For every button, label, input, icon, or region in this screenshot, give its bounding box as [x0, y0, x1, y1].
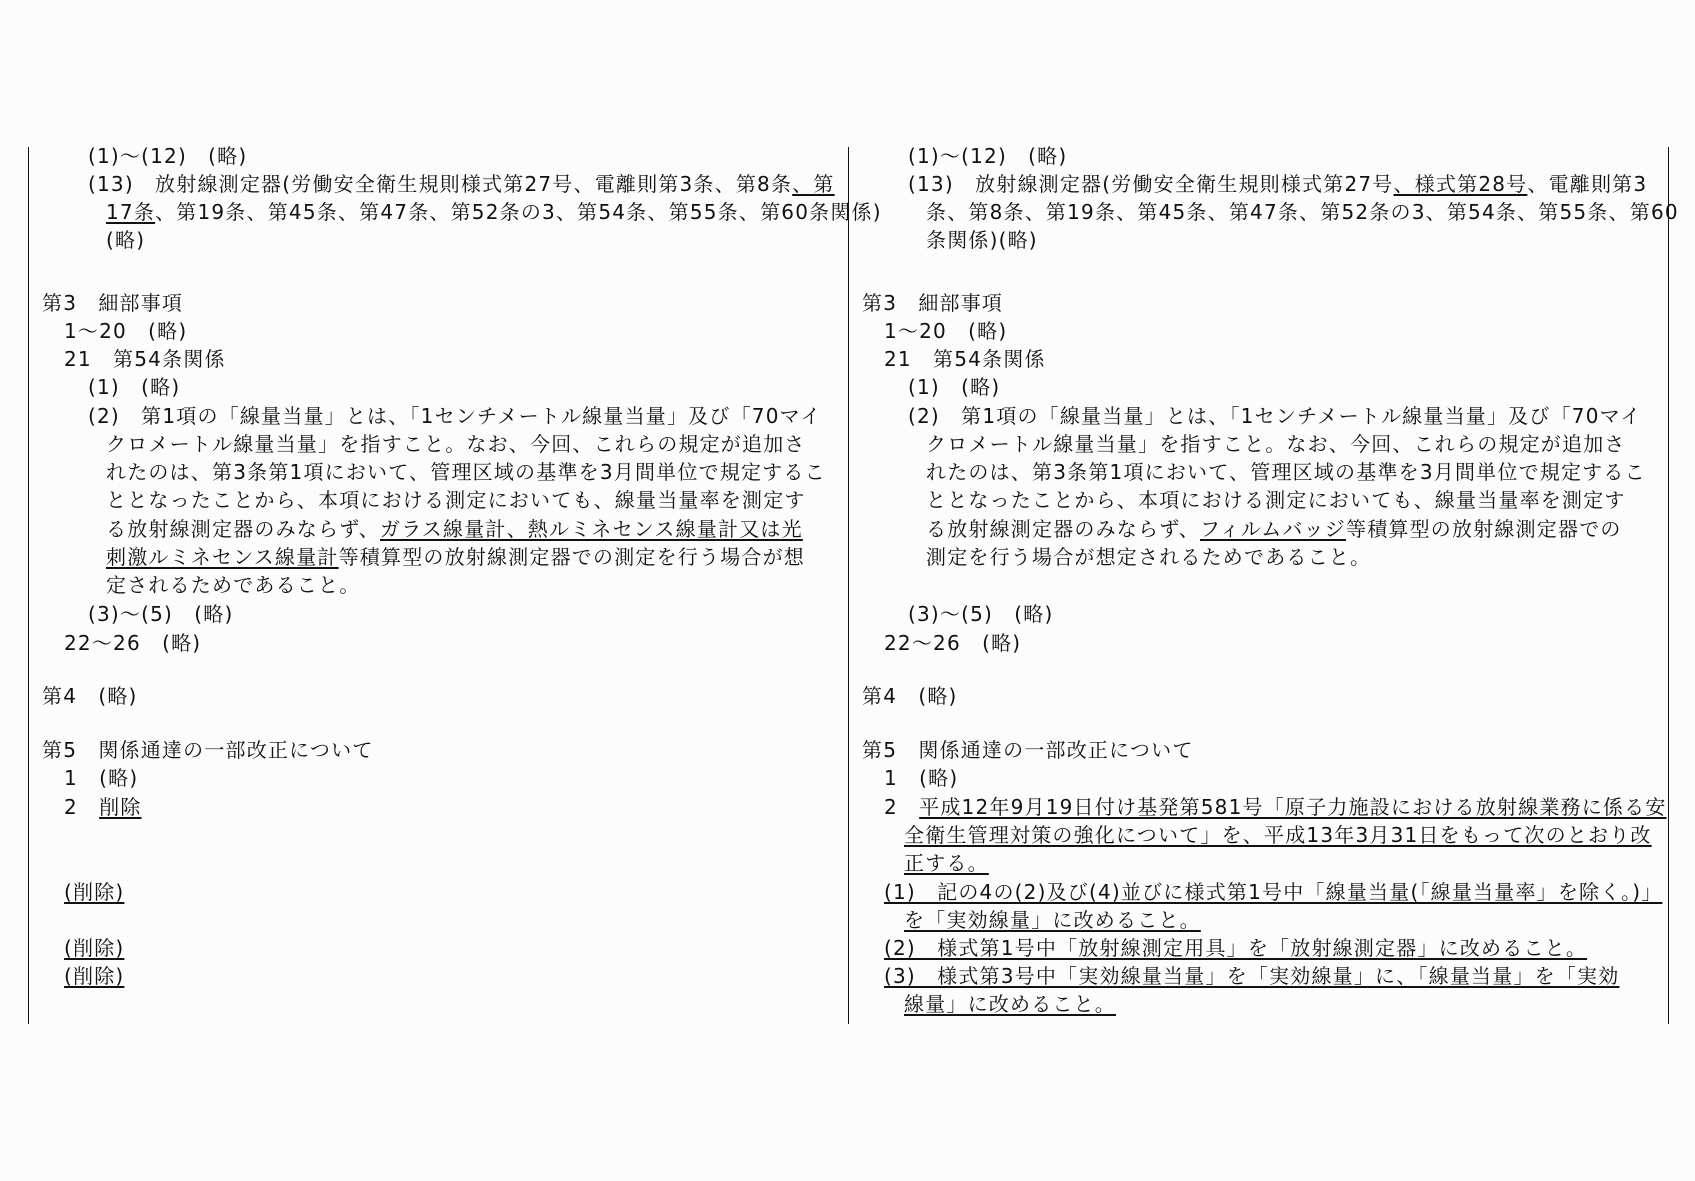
amended-text: 削除	[99, 795, 142, 819]
amended-text: 線量」に改めること。	[904, 992, 1116, 1016]
text-line	[64, 764, 138, 792]
text-segment: 第3 細部事項	[862, 291, 1004, 315]
text-segment: れたのは、第3条第1項において、管理区域の基準を3月間単位で規定するこ	[926, 460, 1646, 484]
left-border-line	[28, 147, 29, 1024]
text-line	[88, 402, 822, 430]
text-line	[926, 226, 1038, 254]
text-segment: (3)～(5) (略)	[88, 602, 234, 626]
text-line	[926, 486, 1626, 514]
amended-text: (2) 様式第1号中「放射線測定用具」を「放射線測定器」に改めること。	[884, 936, 1588, 960]
amended-text: ガラス線量計、熱ルミネセンス線量計又は光	[380, 517, 803, 541]
text-line	[862, 289, 1003, 317]
text-line	[884, 793, 1667, 821]
text-segment: 21 第54条関係	[884, 347, 1046, 371]
text-line	[926, 198, 1679, 226]
text-segment: ととなったことから、本項における測定においても、線量当量率を測定す	[926, 488, 1626, 512]
text-segment: 1～20 (略)	[64, 319, 188, 343]
text-segment: (3)～(5) (略)	[908, 602, 1054, 626]
text-line	[926, 458, 1646, 486]
text-line	[884, 629, 1021, 657]
text-line	[88, 170, 835, 198]
text-line	[884, 317, 1007, 345]
text-segment: 1 (略)	[64, 766, 139, 790]
text-segment: る放射線測定器のみならず、	[926, 517, 1200, 541]
amended-text: フィルムバッジ	[1200, 517, 1346, 541]
text-segment: 、第19条、第45条、第47条、第52条の3、第54条、第55条、第60条関係)	[155, 200, 882, 224]
text-line	[884, 934, 1587, 962]
text-line	[884, 962, 1619, 990]
text-segment: 第5 関係通達の一部改正について	[862, 738, 1194, 762]
amended-text: 、様式第28号	[1393, 172, 1528, 196]
text-segment: 2	[884, 795, 920, 819]
text-segment: る放射線測定器のみならず、	[106, 517, 380, 541]
text-segment: 条、第8条、第19条、第45条、第47条、第52条の3、第54条、第55条、第60	[926, 200, 1679, 224]
amended-text: 平成12年9月19日付け基発第581号「原子力施設における放射線業務に係る安	[919, 795, 1667, 819]
text-segment: 1～20 (略)	[884, 319, 1008, 343]
text-line	[88, 600, 233, 628]
text-segment: 第4 (略)	[862, 684, 958, 708]
text-line	[106, 226, 145, 254]
amended-text: (削除)	[64, 880, 125, 904]
text-segment: 22～26 (略)	[64, 631, 202, 655]
text-segment: れたのは、第3条第1項において、管理区域の基準を3月間単位で規定するこ	[106, 460, 826, 484]
text-line	[908, 373, 1000, 401]
text-segment: (1)～(12) (略)	[88, 144, 248, 168]
text-segment: 条関係)(略)	[926, 228, 1038, 252]
amended-text: (3) 様式第3号中「実効線量当量」を「実効線量」に、「線量当量」を「実効	[884, 964, 1620, 988]
text-segment: (2) 第1項の「線量当量」とは、「1センチメートル線量当量」及び「70マイ	[88, 404, 822, 428]
text-line	[862, 682, 958, 710]
text-line	[88, 373, 180, 401]
text-line	[926, 515, 1622, 543]
text-segment: 第3 細部事項	[42, 291, 184, 315]
amended-text: を「実効線量」に改めること。	[904, 908, 1201, 932]
text-line	[106, 571, 360, 599]
text-line	[64, 345, 226, 373]
text-line	[904, 821, 1652, 849]
text-segment: (2) 第1項の「線量当量」とは、「1センチメートル線量当量」及び「70マイ	[908, 404, 1642, 428]
text-line	[88, 142, 247, 170]
text-segment: 第5 関係通達の一部改正について	[42, 738, 374, 762]
text-line	[64, 962, 124, 990]
text-line	[106, 198, 882, 226]
right-border-line	[1668, 147, 1669, 1024]
text-line	[106, 543, 805, 571]
text-segment: 定されるためであること。	[106, 573, 361, 597]
amended-text: 、第	[792, 172, 835, 196]
text-line	[884, 764, 958, 792]
text-line	[64, 934, 124, 962]
text-segment: 1 (略)	[884, 766, 959, 790]
text-line	[106, 515, 803, 543]
text-line	[64, 317, 187, 345]
text-line	[42, 736, 374, 764]
amended-text: (削除)	[64, 936, 125, 960]
text-segment: (1)～(12) (略)	[908, 144, 1068, 168]
amended-text: 17条	[106, 200, 156, 224]
text-line	[926, 430, 1626, 458]
text-line	[904, 906, 1201, 934]
text-line	[908, 600, 1053, 628]
text-line	[926, 543, 1371, 571]
text-segment: ととなったことから、本項における測定においても、線量当量率を測定す	[106, 488, 806, 512]
text-line	[904, 849, 989, 877]
text-line	[862, 736, 1194, 764]
text-segment: 21 第54条関係	[64, 347, 226, 371]
text-line	[908, 170, 1647, 198]
text-segment: 22～26 (略)	[884, 631, 1022, 655]
text-line	[884, 345, 1046, 373]
text-line	[64, 629, 201, 657]
text-segment: クロメートル線量当量」を指すこと。なお、今回、これらの規定が追加さ	[926, 432, 1626, 456]
text-line	[64, 793, 142, 821]
text-line	[106, 486, 806, 514]
text-segment: 等積算型の放射線測定器での	[1346, 517, 1622, 541]
text-line	[64, 878, 124, 906]
text-segment: 、電離則第3	[1527, 172, 1648, 196]
text-line	[904, 990, 1116, 1018]
text-line	[908, 142, 1067, 170]
text-line	[908, 402, 1642, 430]
text-line	[42, 289, 183, 317]
text-segment: (1) (略)	[908, 375, 1001, 399]
text-line	[42, 682, 138, 710]
amended-text: (削除)	[64, 964, 125, 988]
amended-text: 全衛生管理対策の強化について」を、平成13年3月31日をもって次のとおり改	[904, 823, 1652, 847]
text-segment: (略)	[106, 228, 146, 252]
amended-text: 刺激ルミネセンス線量計	[106, 545, 339, 569]
text-segment: 等積算型の放射線測定器での測定を行う場合が想	[338, 545, 806, 569]
text-segment: 第4 (略)	[42, 684, 138, 708]
text-segment: 測定を行う場合が想定されるためであること。	[926, 545, 1372, 569]
amended-text: (1) 記の4の(2)及び(4)並びに様式第1号中「線量当量(「線量当量率」を除く。)」	[884, 880, 1663, 904]
text-segment: 2	[64, 795, 100, 819]
text-segment: (1) (略)	[88, 375, 181, 399]
text-line	[106, 430, 806, 458]
amended-text: 正する。	[904, 851, 989, 875]
column-divider-line	[848, 147, 849, 1024]
text-line	[884, 878, 1662, 906]
text-segment: (13) 放射線測定器(労働安全衛生規則様式第27号	[908, 172, 1394, 196]
text-line	[106, 458, 826, 486]
text-segment: (13) 放射線測定器(労働安全衛生規則様式第27号、電離則第3条、第8条	[88, 172, 793, 196]
text-segment: クロメートル線量当量」を指すこと。なお、今回、これらの規定が追加さ	[106, 432, 806, 456]
